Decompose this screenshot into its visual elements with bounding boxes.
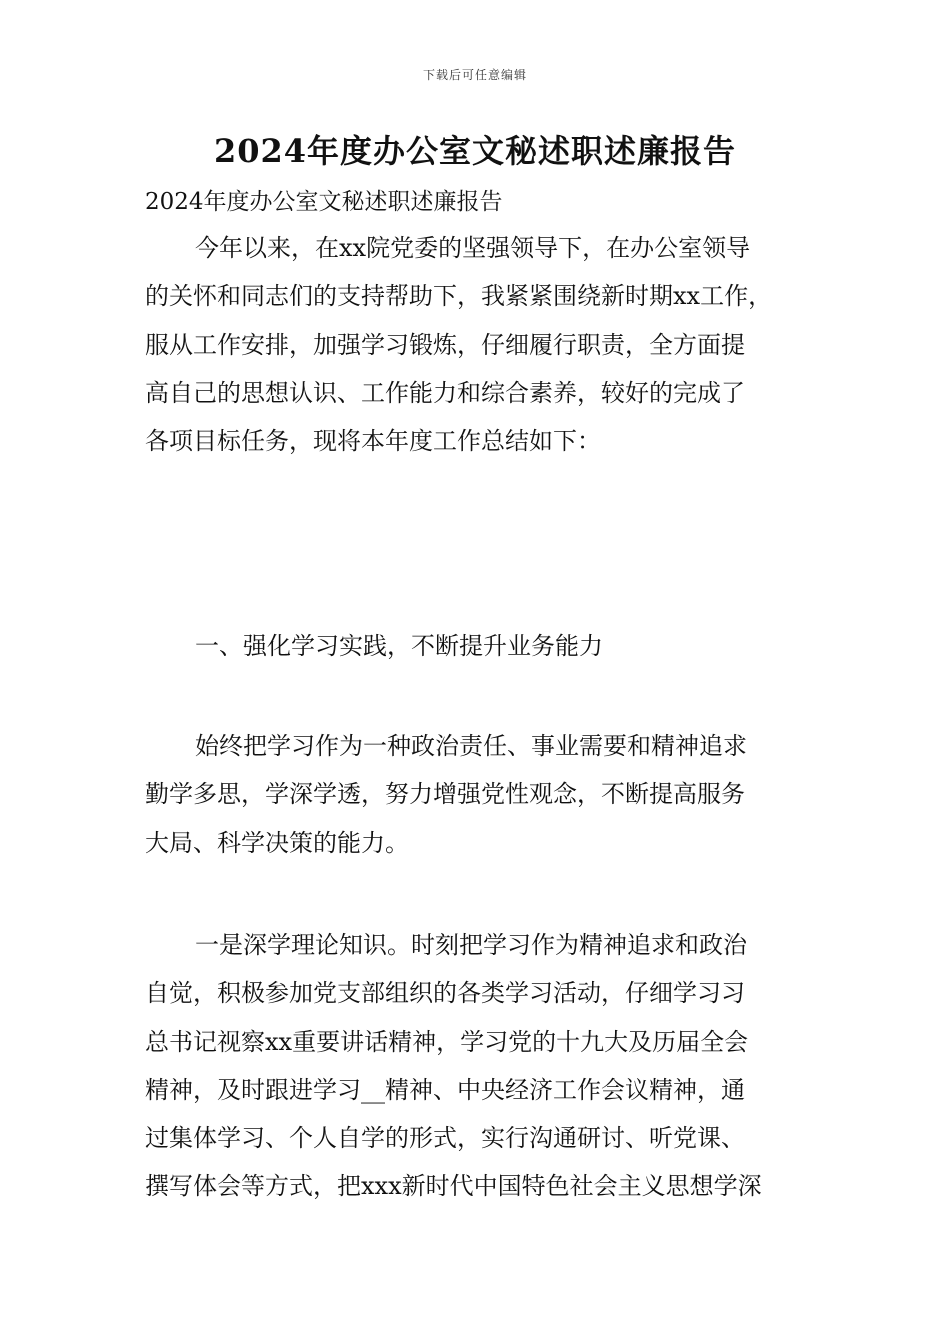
section-heading — [145, 622, 845, 670]
point-line: 一是深学理论知识。时刻把学习作为精神追求和政治 — [195, 931, 747, 959]
intro-paragraph — [145, 224, 845, 465]
intro-line: 各项目标任务，现将本年度工作总结如下： — [145, 427, 601, 456]
section-line: 始终把学习作为一种政治责任、事业需要和精神追求 — [195, 732, 747, 760]
intro-line: 今年以来，在xx院党委的坚强领导下，在办公室领导 — [195, 234, 751, 262]
point-line: 自觉，积极参加党支部组织的各类学习活动，仔细学习习 — [145, 979, 745, 1008]
intro-line: 服从工作安排，加强学习锻炼，仔细履行职责，全方面提 — [145, 330, 745, 359]
point-line: 总书记视察xx重要讲话精神，学习党的十九大及历届全会 — [145, 1027, 749, 1056]
point-paragraph — [145, 921, 845, 1211]
section-paragraph — [145, 722, 845, 867]
document-title: 2024年度办公室文秘述职述廉报告 — [213, 132, 737, 170]
document-subtitle: 2024年度办公室文秘述职述廉报告 — [145, 189, 503, 215]
section-heading-text: 一、强化学习实践，不断提升业务能力 — [195, 632, 603, 660]
header-note: 下载后可任意编辑 — [422, 68, 527, 82]
point-line: 撰写体会等方式，把xxx新时代中国特色社会主义思想学深 — [145, 1172, 762, 1201]
section-line: 勤学多思，学深学透，努力增强党性观念，不断提高服务 — [145, 780, 745, 809]
intro-line: 的关怀和同志们的支持帮助下，我紧紧围绕新时期xx工作， — [145, 282, 773, 311]
section-line: 大局、科学决策的能力。 — [145, 828, 409, 857]
intro-line: 高自己的思想认识、工作能力和综合素养，较好的完成了 — [145, 378, 745, 407]
point-line: 精神，及时跟进学习__精神、中央经济工作会议精神，通 — [145, 1075, 745, 1104]
point-line: 过集体学习、个人自学的形式，实行沟通研讨、听党课、 — [145, 1124, 745, 1153]
